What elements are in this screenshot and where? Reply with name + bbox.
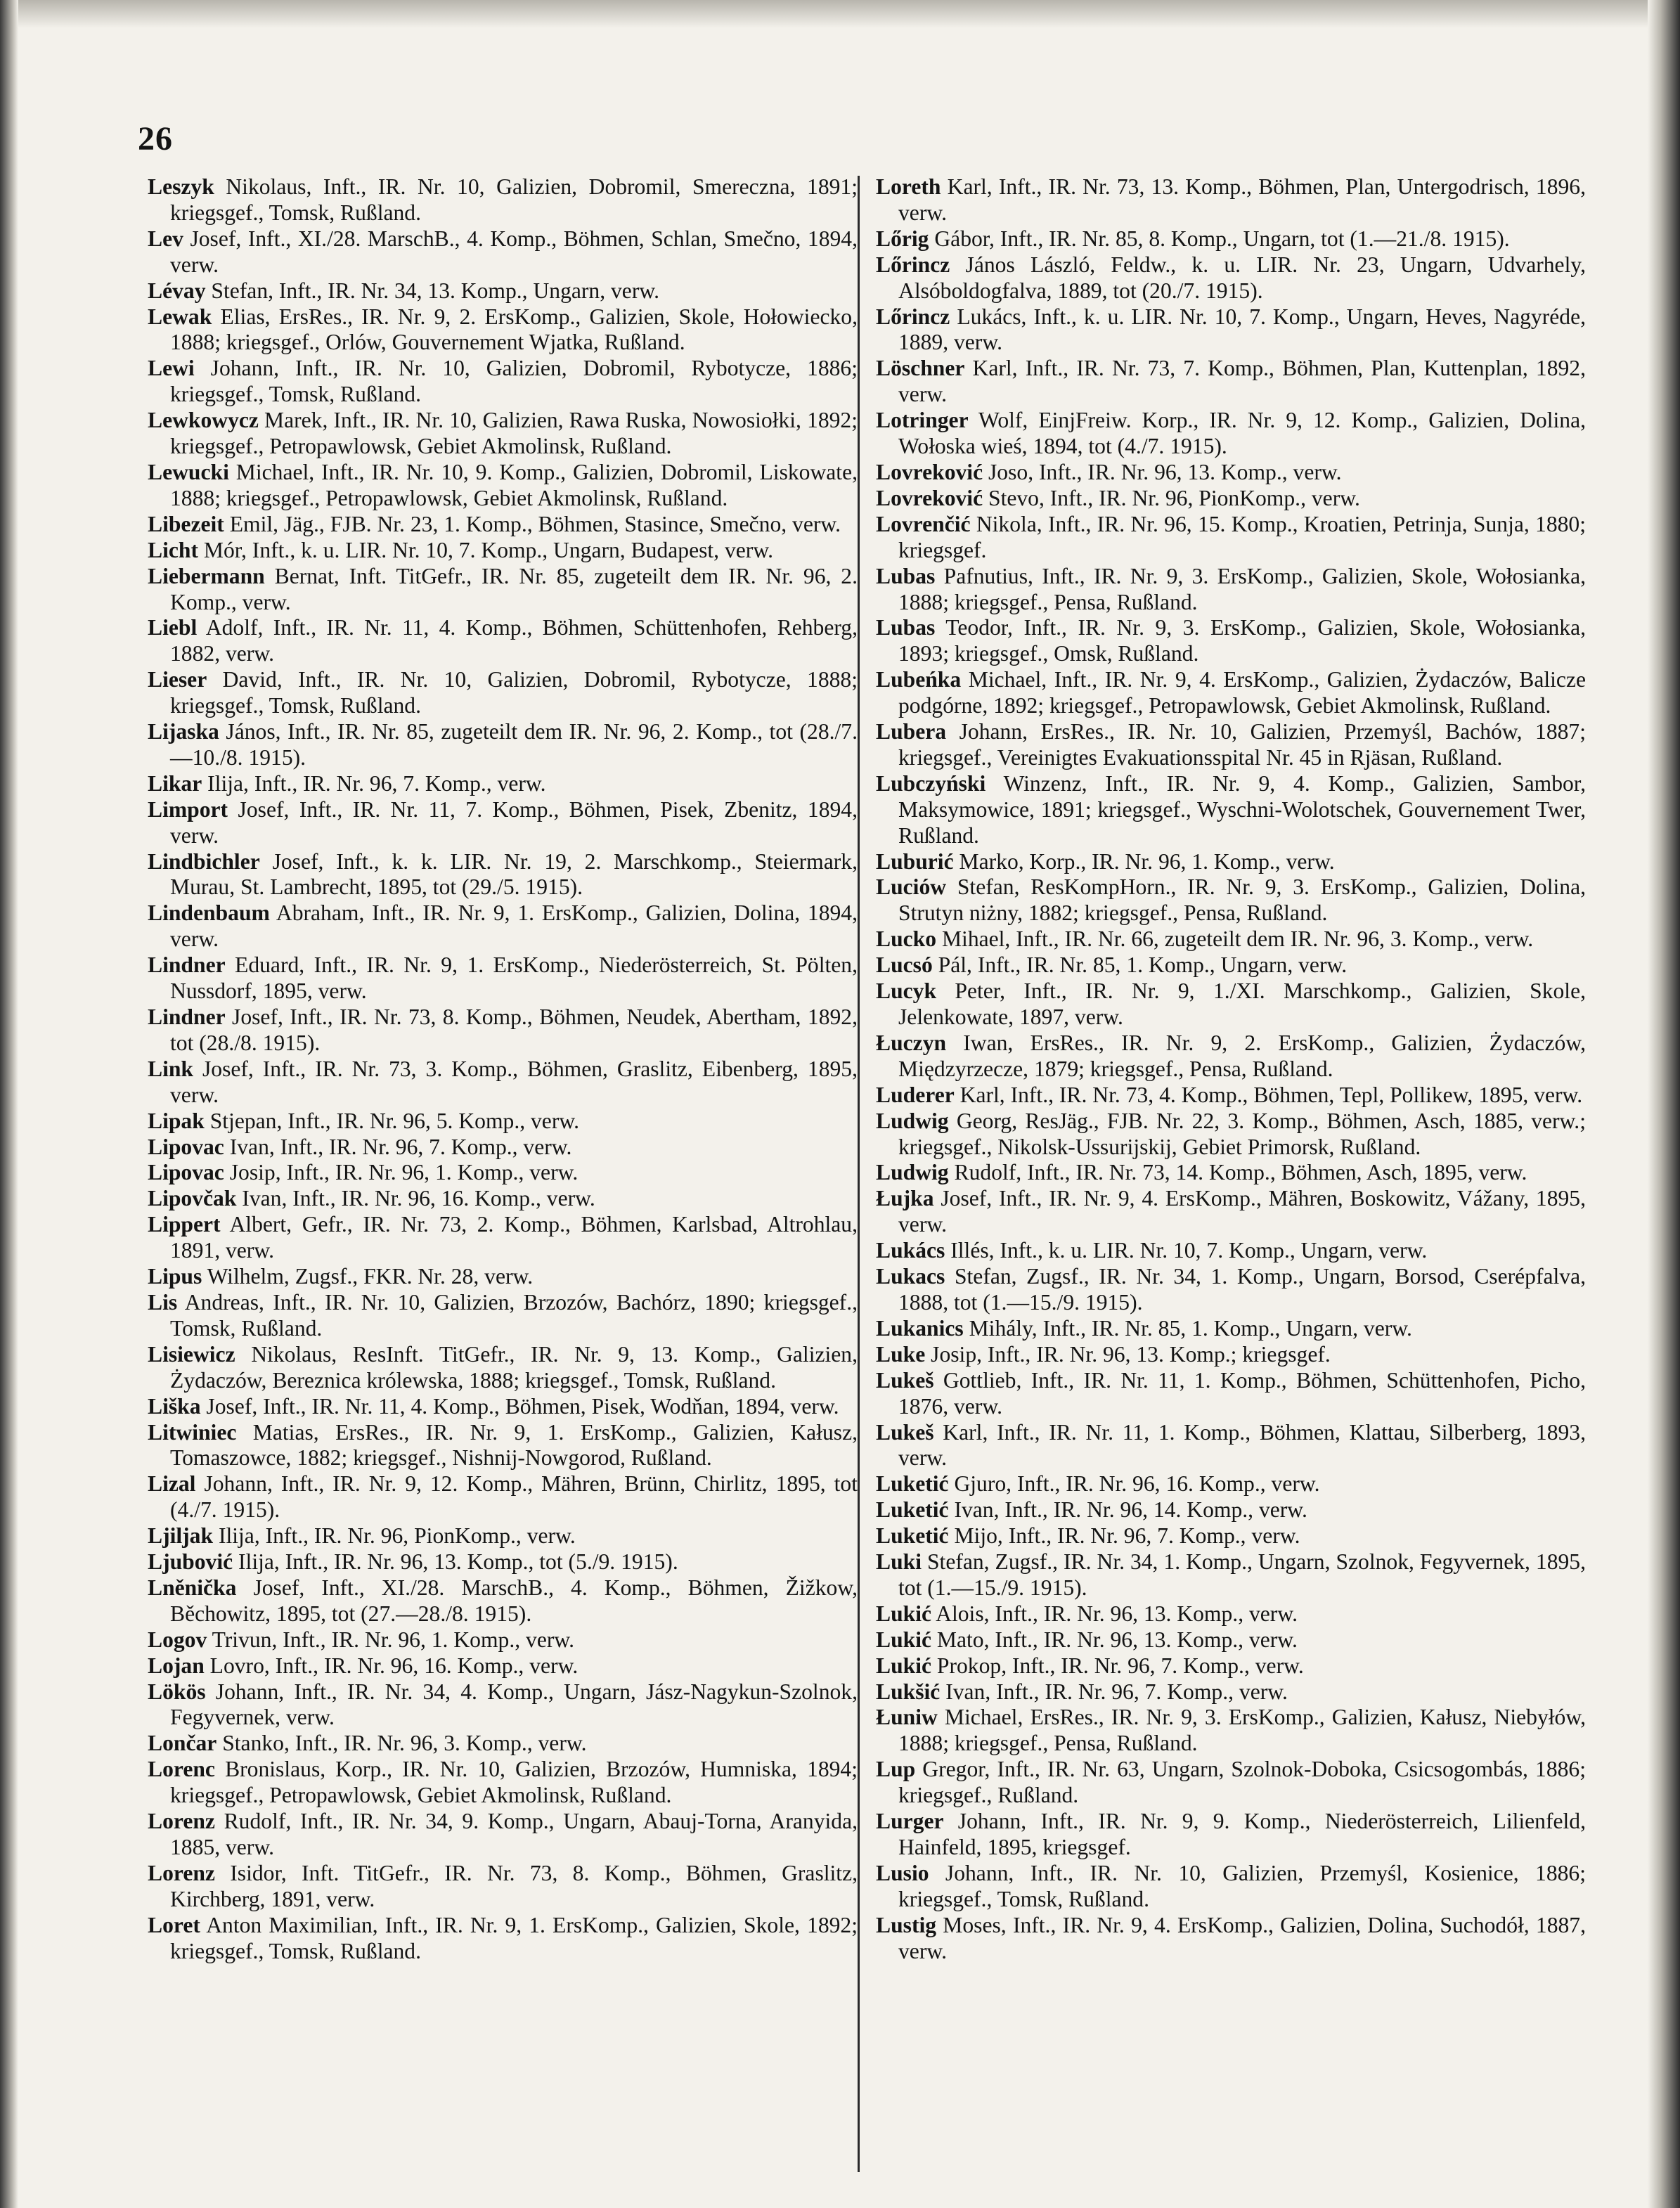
list-item (876, 1186, 1586, 1238)
entry-details: Johann, Inft., IR. Nr. 9, 9. Komp., Niederösterreich, Lilienfeld, Hainfeld, 1895, kriegsgef. (898, 1809, 1586, 1859)
list-item (148, 1394, 858, 1420)
list-item (876, 667, 1586, 719)
entry-details: Josip, Inft., IR. Nr. 96, 1. Komp., verw. (224, 1160, 579, 1185)
list-item (876, 1705, 1586, 1757)
list-item (148, 953, 858, 1005)
entry-details: Alois, Inft., IR. Nr. 96, 13. Komp., verw. (931, 1601, 1298, 1626)
entry-details: Josef, Inft., IR. Nr. 9, 4. ErsKomp., Mähren, Boskowitz, Vážany, 1895, verw. (898, 1186, 1586, 1237)
list-item (876, 849, 1586, 875)
list-item (148, 1731, 858, 1757)
entry-details: Adolf, Inft., IR. Nr. 11, 4. Komp., Böhmen, Schüttenhofen, Rehberg, 1882, verw. (170, 615, 858, 666)
list-item (148, 1057, 858, 1109)
entry-surname: Lindner (148, 1005, 226, 1029)
list-item (148, 1212, 858, 1264)
entry-surname: Löschner (876, 356, 965, 381)
entry-details: Prokop, Inft., IR. Nr. 96, 7. Komp., verw. (931, 1653, 1304, 1678)
list-item (148, 900, 858, 953)
list-item (876, 1160, 1586, 1186)
entry-surname: Luburić (876, 848, 954, 874)
list-item (876, 252, 1586, 304)
list-item (876, 1031, 1586, 1083)
list-item (148, 797, 858, 849)
list-item (148, 1264, 858, 1290)
right-column (876, 174, 1586, 1965)
list-item (148, 356, 858, 408)
entry-surname: Lewi (148, 356, 195, 381)
list-item (876, 1083, 1586, 1109)
entry-details: Wilhelm, Zugsf., FKR. Nr. 28, verw. (202, 1264, 534, 1289)
entry-details: Josef, Inft., IR. Nr. 73, 3. Komp., Böhmen, Graslitz, Eibenberg, 1895, verw. (170, 1056, 858, 1107)
entry-details: Johann, Inft., IR. Nr. 34, 4. Komp., Ungarn, Jász-Nagykun-Szolnok, Fegyvernek, verw. (170, 1679, 858, 1730)
entry-surname: Lubeńka (876, 667, 962, 692)
entry-surname: Limport (148, 796, 228, 822)
list-item (876, 1497, 1586, 1523)
list-item (148, 1186, 858, 1212)
entry-surname: Lewkowycz (148, 408, 259, 433)
entry-surname: Luciów (876, 874, 947, 900)
entry-surname: Lis (148, 1289, 178, 1315)
list-item (148, 174, 858, 226)
entry-details: Marko, Korp., IR. Nr. 96, 1. Komp., verw. (953, 848, 1335, 874)
entry-surname: Lusio (876, 1860, 929, 1885)
entry-details: Ivan, Inft., IR. Nr. 96, 14. Komp., verw. (948, 1497, 1307, 1523)
entry-details: Stefan, ResKompHorn., IR. Nr. 9, 3. ErsKomp., Galizien, Dolina, Strutyn niżny, 1882; kriegsgef., Pensa, Rußland. (898, 874, 1586, 926)
entry-surname: Lipus (148, 1264, 202, 1289)
entry-surname: Ludwig (876, 1108, 949, 1133)
list-item (876, 1653, 1586, 1679)
entry-surname: Licht (148, 537, 198, 562)
entry-details: Ilija, Inft., IR. Nr. 96, PionKomp., verw. (213, 1523, 576, 1549)
entry-surname: Lurger (876, 1809, 944, 1834)
entry-surname: Lukić (876, 1601, 932, 1626)
entry-details: Eduard, Inft., IR. Nr. 9, 1. ErsKomp., Niederösterreich, St. Pölten, Nussdorf, 1895, verw. (170, 953, 858, 1004)
entry-surname: Lubczyński (876, 770, 986, 796)
entry-surname: Luketić (876, 1471, 949, 1497)
list-item (876, 1809, 1586, 1861)
entry-details: Michael, Inft., IR. Nr. 10, 9. Komp., Galizien, Dobromil, Liskowate, 1888; kriegsgef., Petropawlowsk, Gebiet Akmolinsk, Rußland. (170, 459, 858, 510)
entry-surname: Lotringer (876, 408, 969, 433)
list-item (148, 1160, 858, 1186)
list-item (148, 1005, 858, 1057)
entry-surname: Lukács (876, 1238, 945, 1263)
entry-surname: Lőrincz (876, 304, 950, 329)
entry-surname: Lovreković (876, 459, 983, 484)
entry-surname: Lorenz (148, 1809, 215, 1834)
entry-details: Ilija, Inft., IR. Nr. 96, 7. Komp., verw. (202, 770, 546, 796)
entry-surname: Link (148, 1056, 193, 1081)
entry-details: Josef, Inft., k. k. LIR. Nr. 19, 2. Marschkomp., Steiermark, Murau, St. Lambrecht, 1895, tot (29./5. 1915). (170, 848, 858, 900)
left-column (148, 174, 858, 1965)
entry-details: János László, Feldw., k. u. LIR. Nr. 23, Ungarn, Udvarhely, Alsóboldogfalva, 1889, tot (20./7. 1915). (898, 252, 1586, 303)
entry-details: Stefan, Zugsf., IR. Nr. 34, 1. Komp., Ungarn, Szolnok, Fegyvernek, 1895, tot (1.—15./9. 1915). (898, 1549, 1586, 1600)
entry-details: Wolf, EinjFreiw. Korp., IR. Nr. 9, 12. Komp., Galizien, Dolina, Wołoska wieś, 1894, tot (4./7. 1915). (898, 408, 1586, 459)
entry-details: Moses, Inft., IR. Nr. 9, 4. ErsKomp., Galizien, Dolina, Suchodół, 1887, verw. (898, 1912, 1586, 1963)
entry-surname: Lukeš (876, 1419, 934, 1445)
entry-surname: Lipak (148, 1108, 205, 1133)
list-item (876, 1549, 1586, 1601)
list-item (148, 719, 858, 771)
list-item (876, 1264, 1586, 1316)
list-item (148, 1809, 858, 1861)
scan-edge-top (0, 0, 1680, 28)
list-item (148, 278, 858, 304)
entry-surname: Lucsó (876, 953, 933, 978)
list-item (148, 849, 858, 901)
entry-details: Gregor, Inft., IR. Nr. 63, Ungarn, Szolnok-Doboka, Csicsogombás, 1886; kriegsgef., Rußland. (898, 1757, 1586, 1808)
entry-details: David, Inft., IR. Nr. 10, Galizien, Dobromil, Rybotycze, 1888; kriegsgef., Tomsk, Rußland. (170, 667, 858, 718)
list-item (876, 1757, 1586, 1809)
list-item (148, 564, 858, 616)
list-item (876, 460, 1586, 486)
entry-surname: Lovrenčić (876, 511, 971, 536)
entry-surname: Lévay (148, 278, 206, 303)
entry-surname: Ljubović (148, 1549, 233, 1575)
list-item (876, 564, 1586, 616)
entry-details: Johann, Inft., IR. Nr. 10, Galizien, Przemyśl, Kosienice, 1886; kriegsgef., Tomsk, Rußland. (898, 1860, 1586, 1911)
list-item (148, 1575, 858, 1627)
list-item (148, 1549, 858, 1575)
entry-surname: Lippert (148, 1212, 221, 1237)
list-item (148, 1861, 858, 1913)
list-item (148, 615, 858, 667)
entry-surname: Lukić (876, 1653, 932, 1678)
entry-details: Karl, Inft., IR. Nr. 73, 4. Komp., Böhmen, Tepl, Pollikew, 1895, verw. (954, 1082, 1583, 1107)
list-item (876, 874, 1586, 927)
entry-surname: Lindbichler (148, 848, 260, 874)
entry-details: Josef, Inft., IR. Nr. 73, 8. Komp., Böhmen, Neudek, Abertham, 1892, tot (28./8. 1915). (170, 1005, 858, 1055)
entry-details: Johann, ErsRes., IR. Nr. 10, Galizien, Przemyśl, Bachów, 1887; kriegsgef., Vereinigtes Evakuationsspital Nr. 45 in Rjäsan, Rußland. (898, 719, 1586, 770)
list-item (876, 1913, 1586, 1965)
entry-surname: Lončar (148, 1731, 217, 1756)
entry-surname: Liebermann (148, 563, 265, 588)
entry-surname: Lieser (148, 667, 207, 692)
entry-details: Mijo, Inft., IR. Nr. 96, 7. Komp., verw. (948, 1523, 1300, 1549)
entry-surname: Lukacs (876, 1264, 945, 1289)
entry-details: Ivan, Inft., IR. Nr. 96, 16. Komp., verw. (236, 1186, 595, 1211)
entry-details: Winzenz, Inft., IR. Nr. 9, 4. Komp., Galizien, Sambor, Maksymowice, 1891; kriegsgef., Wyschni-Wolotschek, Gouvernement Twer, Rußland. (898, 770, 1586, 848)
list-item (148, 667, 858, 719)
list-item (876, 1109, 1586, 1161)
entry-details: Gábor, Inft., IR. Nr. 85, 8. Komp., Ungarn, tot (1.—21./8. 1915). (929, 226, 1510, 251)
entry-details: Lovro, Inft., IR. Nr. 96, 16. Komp., verw. (204, 1653, 579, 1678)
entry-details: Elias, ErsRes., IR. Nr. 9, 2. ErsKomp., Galizien, Skole, Hołowiecko, 1888; kriegsgef., Orlów, Gouvernement Wjatka, Rußland. (170, 304, 858, 355)
entry-details: Ilija, Inft., IR. Nr. 96, 13. Komp., tot (5./9. 1915). (233, 1549, 678, 1575)
list-item (148, 460, 858, 512)
entry-details: Ivan, Inft., IR. Nr. 96, 7. Komp., verw. (940, 1679, 1288, 1704)
entry-details: Abraham, Inft., IR. Nr. 9, 1. ErsKomp., Galizien, Dolina, 1894, verw. (170, 900, 858, 952)
entry-surname: Libezeit (148, 511, 224, 536)
list-item (876, 1316, 1586, 1342)
entry-surname: Leszyk (148, 174, 214, 199)
list-item (148, 1679, 858, 1731)
entry-surname: Luketić (876, 1523, 949, 1549)
entry-surname: Luke (876, 1341, 926, 1367)
entry-surname: Lubas (876, 615, 936, 640)
list-item (148, 1135, 858, 1161)
entry-surname: Luketić (876, 1497, 949, 1523)
entry-details: Emil, Jäg., FJB. Nr. 23, 1. Komp., Böhmen, Stasince, Smečno, verw. (224, 511, 841, 536)
entry-surname: Lipovac (148, 1160, 224, 1185)
entry-details: Josef, Inft., XI./28. MarschB., 4. Komp., Böhmen, Žižkow, Běchowitz, 1895, tot (27.—28./8. 1915). (170, 1575, 858, 1626)
entry-surname: Lněnička (148, 1575, 237, 1600)
list-item (876, 1342, 1586, 1368)
entry-surname: Lindner (148, 953, 226, 978)
entry-details: Bronislaus, Korp., IR. Nr. 10, Galizien, Brzozów, Humniska, 1894; kriegsgef., Petropawlowsk, Gebiet Akmolinsk, Rußland. (170, 1757, 858, 1808)
entry-details: Rudolf, Inft., IR. Nr. 73, 14. Komp., Böhmen, Asch, 1895, verw. (948, 1160, 1527, 1185)
entry-surname: Lizal (148, 1471, 196, 1497)
entry-details: Marek, Inft., IR. Nr. 10, Galizien, Rawa Ruska, Nowosiołki, 1892; kriegsgef., Petropawlowsk, Gebiet Akmolinsk, Rußland. (170, 408, 858, 459)
entry-details: Karl, Inft., IR. Nr. 11, 1. Komp., Böhmen, Klattau, Silberberg, 1893, verw. (898, 1419, 1586, 1471)
entry-details: Joso, Inft., IR. Nr. 96, 13. Komp., verw. (983, 459, 1342, 484)
entry-details: Josef, Inft., IR. Nr. 11, 7. Komp., Böhmen, Pisek, Zbenitz, 1894, verw. (170, 796, 858, 848)
entry-surname: Lukić (876, 1627, 932, 1652)
list-item (876, 486, 1586, 512)
entry-surname: Łuniw (876, 1705, 938, 1730)
entry-details: Gottlieb, Inft., IR. Nr. 11, 1. Komp., Böhmen, Schüttenhofen, Picho, 1876, verw. (898, 1367, 1586, 1419)
entry-details: Gjuro, Inft., IR. Nr. 96, 16. Komp., verw. (948, 1471, 1320, 1497)
entry-surname: Ludwig (876, 1160, 949, 1185)
entry-surname: Łujka (876, 1186, 934, 1211)
entry-details: Bernat, Inft. TitGefr., IR. Nr. 85, zugeteilt dem IR. Nr. 96, 2. Komp., verw. (170, 563, 858, 614)
list-item (876, 1627, 1586, 1653)
list-item (148, 1109, 858, 1135)
entry-details: Karl, Inft., IR. Nr. 73, 13. Komp., Böhmen, Plan, Untergodrisch, 1896, verw. (898, 174, 1586, 225)
list-item (876, 408, 1586, 460)
entry-surname: Luki (876, 1549, 922, 1575)
list-item (876, 719, 1586, 771)
entry-details: Teodor, Inft., IR. Nr. 9, 3. ErsKomp., Galizien, Skole, Wołosianka, 1893; kriegsgef., Omsk, Rußland. (898, 615, 1586, 666)
entry-details: Peter, Inft., IR. Nr. 9, 1./XI. Marschkomp., Galizien, Skole, Jelenkowate, 1897, verw. (898, 979, 1586, 1029)
entry-surname: Lökös (148, 1679, 206, 1704)
entry-details: Mór, Inft., k. u. LIR. Nr. 10, 7. Komp., Ungarn, Budapest, verw. (198, 537, 773, 562)
entry-details: Johann, Inft., IR. Nr. 10, Galizien, Dobromil, Rybotycze, 1886; kriegsgef., Tomsk, Rußland. (170, 356, 858, 407)
entry-details: Johann, Inft., IR. Nr. 9, 12. Komp., Mähren, Brünn, Chirlitz, 1895, tot (4./7. 1915). (170, 1471, 858, 1523)
entry-details: Albert, Gefr., IR. Nr. 73, 2. Komp., Böhmen, Karlsbad, Altrohlau, 1891, verw. (170, 1212, 858, 1263)
list-item (876, 927, 1586, 953)
list-item (876, 1368, 1586, 1420)
entry-surname: Luderer (876, 1082, 955, 1107)
entry-surname: Ljiljak (148, 1523, 214, 1549)
entry-details: Michael, ErsRes., IR. Nr. 9, 3. ErsKomp., Galizien, Kałusz, Niebyłów, 1888; kriegsgef., Pensa, Rußland. (898, 1705, 1586, 1756)
entry-surname: Lewak (148, 304, 212, 329)
list-item (876, 1679, 1586, 1705)
list-item (876, 512, 1586, 564)
list-item (148, 304, 858, 356)
entry-surname: Lewucki (148, 459, 229, 484)
entry-surname: Lindenbaum (148, 900, 270, 926)
entry-details: Iwan, ErsRes., IR. Nr. 9, 2. ErsKomp., Galizien, Żydaczów, Międzyrzecze, 1879; kriegsgef., Pensa, Rußland. (898, 1030, 1586, 1081)
entry-details: Nikolaus, Inft., IR. Nr. 10, Galizien, Dobromil, Smereczna, 1891; kriegsgef., Tomsk, Rußland. (170, 174, 858, 225)
entry-surname: Lipovac (148, 1134, 224, 1159)
entry-surname: Lovreković (876, 485, 983, 510)
entry-details: Andreas, Inft., IR. Nr. 10, Galizien, Brzozów, Bachórz, 1890; kriegsgef., Tomsk, Rußland. (170, 1289, 858, 1341)
page-number: 26 (138, 120, 173, 157)
list-item (148, 1342, 858, 1394)
entry-details: Illés, Inft., k. u. LIR. Nr. 10, 7. Komp., Ungarn, verw. (945, 1238, 1428, 1263)
entry-details: Stevo, Inft., IR. Nr. 96, PionKomp., verw. (983, 485, 1360, 510)
entry-details: Matias, ErsRes., IR. Nr. 9, 1. ErsKomp., Galizien, Kałusz, Tomaszowce, 1882; kriegsgef., Nishnij-Nowgorod, Rußland. (170, 1419, 858, 1471)
list-item (148, 1290, 858, 1342)
entry-details: Trivun, Inft., IR. Nr. 96, 1. Komp., verw. (207, 1627, 575, 1652)
entry-surname: Łuczyn (876, 1030, 947, 1055)
list-item (876, 771, 1586, 849)
entry-details: Georg, ResJäg., FJB. Nr. 22, 3. Komp., Böhmen, Asch, 1885, verw.; kriegsgef., Nikolsk-Ussurijskij, Gebiet Primorsk, Rußland. (898, 1108, 1586, 1159)
entry-details: Anton Maximilian, Inft., IR. Nr. 9, 1. ErsKomp., Galizien, Skole, 1892; kriegsgef., Tomsk, Rußland. (170, 1912, 858, 1963)
entry-surname: Lukšić (876, 1679, 941, 1704)
entry-details: Stefan, Zugsf., IR. Nr. 34, 1. Komp., Ungarn, Borsod, Cserépfalva, 1888, tot (1.—15./9. 1915). (898, 1264, 1586, 1315)
list-item (148, 1653, 858, 1679)
list-item (148, 1471, 858, 1523)
list-item (148, 1757, 858, 1809)
entry-surname: Litwiniec (148, 1419, 237, 1445)
entry-surname: Lorenc (148, 1757, 215, 1782)
scan-edge-left (0, 0, 18, 2208)
entry-surname: Lubera (876, 719, 947, 744)
list-item (876, 953, 1586, 979)
list-item (148, 771, 858, 797)
entry-details: János, Inft., IR. Nr. 85, zugeteilt dem IR. Nr. 96, 2. Komp., tot (28./7.—10./8. 1915). (170, 719, 858, 770)
entry-details: Nikolaus, ResInft. TitGefr., IR. Nr. 9, 13. Komp., Galizien, Żydaczów, Bereznica królewska, 1888; kriegsgef., Tomsk, Rußland. (170, 1341, 858, 1393)
list-item (148, 1913, 858, 1965)
entry-surname: Lubas (876, 563, 936, 588)
list-item (148, 1523, 858, 1549)
entry-details: Pafnutius, Inft., IR. Nr. 9, 3. ErsKomp., Galizien, Skole, Wołosianka, 1888; kriegsgef., Pensa, Rußland. (898, 563, 1586, 614)
entry-details: Rudolf, Inft., IR. Nr. 34, 9. Komp., Ungarn, Abauj-Torna, Aranyida, 1885, verw. (170, 1809, 858, 1859)
entry-surname: Loret (148, 1912, 200, 1937)
entry-details: Josef, Inft., XI./28. MarschB., 4. Komp., Böhmen, Schlan, Smečno, 1894, verw. (170, 226, 858, 277)
list-item (876, 1471, 1586, 1497)
list-item (876, 174, 1586, 226)
entry-details: Karl, Inft., IR. Nr. 73, 7. Komp., Böhmen, Plan, Kuttenplan, 1892, verw. (898, 356, 1586, 407)
column-divider (858, 176, 860, 2172)
entry-details: Pál, Inft., IR. Nr. 85, 1. Komp., Ungarn, verw. (932, 953, 1348, 978)
entry-details: Mato, Inft., IR. Nr. 96, 13. Komp., verw. (931, 1627, 1298, 1652)
list-item (876, 979, 1586, 1031)
list-item (876, 1861, 1586, 1913)
list-item (876, 304, 1586, 356)
entry-surname: Lustig (876, 1912, 937, 1937)
entry-surname: Lisiewicz (148, 1341, 235, 1367)
entry-surname: Liška (148, 1393, 201, 1419)
entry-details: Ivan, Inft., IR. Nr. 96, 7. Komp., verw. (224, 1134, 572, 1159)
list-item (876, 1420, 1586, 1472)
entry-details: Stefan, Inft., IR. Nr. 34, 13. Komp., Ungarn, verw. (205, 278, 660, 303)
entry-details: Michael, Inft., IR. Nr. 9, 4. ErsKomp., Galizien, Żydaczów, Balicze podgórne, 1892; kriegsgef., Petropawlowsk, Gebiet Akmolinsk, Rußland. (898, 667, 1586, 718)
list-item (148, 408, 858, 460)
list-item (876, 1523, 1586, 1549)
entry-surname: Lup (876, 1757, 916, 1782)
list-item (876, 1238, 1586, 1264)
entry-surname: Loreth (876, 174, 941, 199)
list-item (148, 512, 858, 538)
list-item (876, 615, 1586, 667)
entry-surname: Lev (148, 226, 183, 251)
entry-surname: Lorenz (148, 1860, 215, 1885)
entry-surname: Lőrincz (876, 252, 950, 277)
scan-edge-right (1648, 0, 1680, 2208)
list-item (148, 226, 858, 278)
entry-surname: Lucko (876, 927, 937, 952)
entry-surname: Liebl (148, 615, 198, 640)
entry-surname: Lukanics (876, 1315, 964, 1341)
entry-surname: Lukeš (876, 1367, 934, 1393)
entry-surname: Lipovčak (148, 1186, 237, 1211)
list-item (876, 1601, 1586, 1627)
entry-details: Stjepan, Inft., IR. Nr. 96, 5. Komp., verw. (204, 1108, 580, 1133)
list-item (148, 538, 858, 564)
entry-surname: Likar (148, 770, 202, 796)
entry-details: Josip, Inft., IR. Nr. 96, 13. Komp.; kriegsgef. (925, 1341, 1331, 1367)
entry-details: Nikola, Inft., IR. Nr. 96, 15. Komp., Kroatien, Petrinja, Sunja, 1880; kriegsgef. (898, 511, 1586, 562)
entry-surname: Lijaska (148, 719, 219, 744)
list-item (148, 1627, 858, 1653)
list-item (876, 356, 1586, 408)
entry-details: Mihály, Inft., IR. Nr. 85, 1. Komp., Ungarn, verw. (963, 1315, 1412, 1341)
list-item (148, 1420, 858, 1472)
entry-details: Josef, Inft., IR. Nr. 11, 4. Komp., Böhmen, Pisek, Wodňan, 1894, verw. (200, 1393, 839, 1419)
entry-surname: Lőrig (876, 226, 929, 251)
entry-details: Lukács, Inft., k. u. LIR. Nr. 10, 7. Komp., Ungarn, Heves, Nagyréde, 1889, verw. (898, 304, 1586, 355)
entry-surname: Lucyk (876, 979, 937, 1004)
list-item (876, 226, 1586, 252)
entry-details: Mihael, Inft., IR. Nr. 66, zugeteilt dem IR. Nr. 96, 3. Komp., verw. (936, 927, 1534, 952)
entry-surname: Logov (148, 1627, 207, 1652)
entry-details: Stanko, Inft., IR. Nr. 96, 3. Komp., verw. (217, 1731, 587, 1756)
entry-details: Isidor, Inft. TitGefr., IR. Nr. 73, 8. Komp., Böhmen, Graslitz, Kirchberg, 1891, verw. (170, 1860, 858, 1911)
entry-surname: Lojan (148, 1653, 205, 1678)
